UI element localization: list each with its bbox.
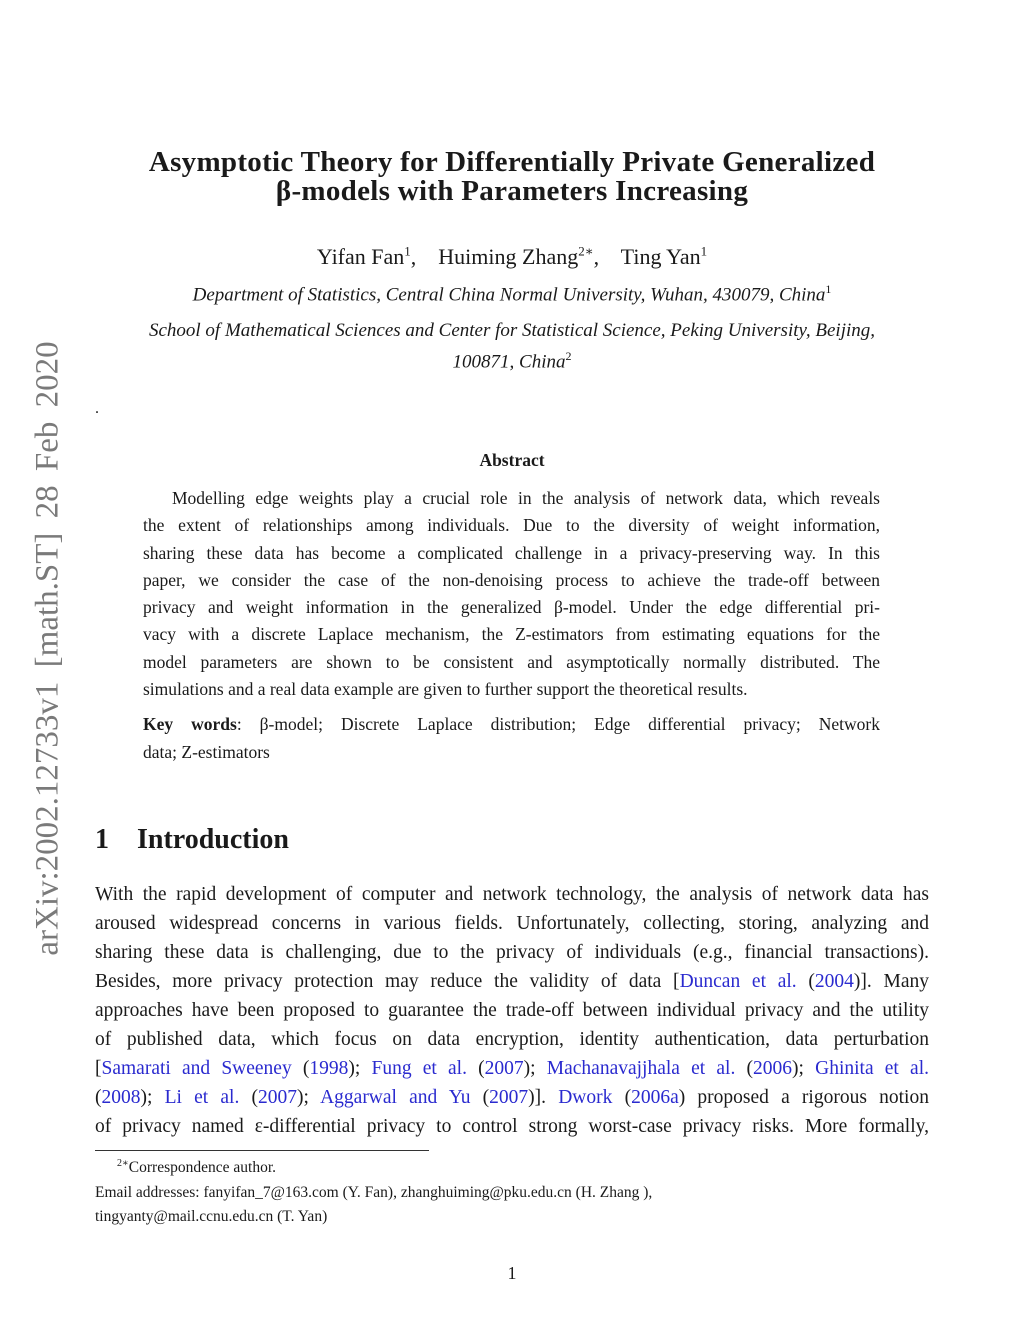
abstract-line: Modelling edge weights play a crucial role in the analysis of network data, which reveals xyxy=(172,488,880,508)
author-list: Yifan Fan$^1$, Huiming Zhang$^{2∗}$, Ting Yan$^1$ xyxy=(316,244,708,270)
intro-text: ) proposed a rigorous notion xyxy=(678,1087,929,1108)
intro-line xyxy=(95,967,929,996)
citation-link[interactable]: 2007 xyxy=(489,1087,529,1108)
arxiv-stamp: arXiv:2002.12733v1 [math.ST] 28 Feb 2020 xyxy=(29,341,66,956)
intro-line xyxy=(95,1083,929,1112)
citation-link[interactable]: 2007 xyxy=(484,1058,524,1079)
citation-link[interactable]: Aggarwal and Yu xyxy=(320,1087,471,1108)
citation-link[interactable]: Li et al. xyxy=(164,1087,240,1108)
citation-link[interactable]: Samarati and Sweeney xyxy=(101,1058,292,1079)
citation-link[interactable]: Duncan et al. xyxy=(679,971,797,992)
intro-text: ( xyxy=(735,1058,754,1079)
intro-text: ( xyxy=(470,1087,490,1108)
title-line: β-models with Parameters Increasing xyxy=(275,175,749,207)
abstract-line: simulations and a real data example are given to further support the theoretical results. xyxy=(143,679,748,700)
intro-text: of published data, which focus on data encryption, identity authentication, data perturbation xyxy=(95,1029,929,1050)
intro-text: With the rapid development of computer and network technology, the analysis of network data has xyxy=(95,884,929,905)
citation-link[interactable]: 2004 xyxy=(814,971,854,992)
intro-line xyxy=(95,996,929,1025)
citation-link[interactable]: 2006 xyxy=(753,1058,793,1079)
abstract-line: model parameters are shown to be consistent and asymptotically normally distributed. The xyxy=(143,651,880,672)
stray-dot: . xyxy=(95,400,99,417)
intro-text: aroused widespread concerns in various fields. Unfortunately, collecting, storing, analyzing and xyxy=(95,913,929,934)
section-heading: 1 Introduction xyxy=(95,824,289,855)
intro-line xyxy=(95,909,929,938)
author: Yifan Fan$^1$ xyxy=(316,244,411,270)
footnote-rule xyxy=(95,1150,429,1151)
abstract-heading: Abstract xyxy=(479,450,545,470)
intro-text: ( xyxy=(466,1058,485,1079)
abstract-line: privacy and weight information in the generalized β-model. Under the edge differential pri- xyxy=(143,597,880,618)
intro-text: approaches have been proposed to guarantee the trade-off between individual privacy and the utility xyxy=(95,1000,929,1021)
intro-text: ( xyxy=(239,1087,259,1108)
email-addresses: Email addresses: fanyifan_7@163.com (Y. Fan), zhanghuiming@pku.edu.cn (H. Zhang ), xyxy=(95,1183,653,1201)
intro-text: Besides, more privacy protection may reduce the validity of data [ xyxy=(95,971,680,992)
intro-text: ( xyxy=(95,1087,102,1108)
citation-link[interactable]: Dwork xyxy=(558,1087,613,1108)
affiliation-1: Department of Statistics, Central China Normal University, Wuhan, 430079, China$^1$ xyxy=(192,282,832,306)
intro-text: ); xyxy=(348,1058,372,1079)
author: Huiming Zhang$^{2∗}$ xyxy=(438,244,594,270)
intro-line xyxy=(95,880,929,909)
citation-link[interactable]: Fung et al. xyxy=(371,1058,467,1079)
intro-line xyxy=(95,1025,929,1054)
abstract-line: sharing these data has become a complicated challenge in a privacy-preserving way. In this xyxy=(143,542,880,563)
title-line: Asymptotic Theory for Differentially Private Generalized xyxy=(148,146,876,178)
keywords-cont: data; Z-estimators xyxy=(143,741,270,762)
abstract-line: paper, we consider the case of the non-denoising process to achieve the trade-off between xyxy=(143,569,880,590)
intro-text: ); xyxy=(140,1087,165,1108)
intro-line xyxy=(95,938,929,967)
intro-text: ); xyxy=(523,1058,547,1079)
paper-title xyxy=(0,148,1024,206)
affiliation-2-cont: 100871, China$^2$ xyxy=(452,349,572,373)
intro-text: ); xyxy=(792,1058,816,1079)
abstract-line: the extent of relationships among individuals. Due to the diversity of weight information, xyxy=(143,515,880,536)
abstract-body xyxy=(143,485,880,766)
intro-text: ( xyxy=(796,971,815,992)
abstract-line: vacy with a discrete Laplace mechanism, the Z-estimators from estimating equations for the xyxy=(143,624,880,645)
citation-link[interactable]: Ghinita et al. xyxy=(815,1058,929,1079)
intro-text: [ xyxy=(95,1058,102,1079)
intro-text: )]. Many xyxy=(853,971,930,992)
intro-line xyxy=(95,1112,929,1141)
intro-text: ( xyxy=(612,1087,632,1108)
citation-link[interactable]: Machanavajjhala et al. xyxy=(546,1058,736,1079)
footnote: $^{2∗}$Correspondence author. Email addresses: fanyifan_7@163.com (Y. Fan), zhanghuiming@pku.edu.cn (H. Zhang ), tingyanty@mail.ccnu.edu.cn (T. Yan) xyxy=(95,1152,652,1230)
email-addresses-cont: tingyanty@mail.ccnu.edu.cn (T. Yan) xyxy=(95,1208,328,1226)
citation-link[interactable]: 1998 xyxy=(309,1058,349,1079)
citation-link[interactable]: 2006a xyxy=(631,1087,679,1108)
intro-text: )]. xyxy=(528,1087,559,1108)
intro-text: sharing these data is challenging, due to the privacy of individuals (e.g., financial transactions). xyxy=(95,942,929,963)
introduction-body xyxy=(95,880,929,1141)
keywords: Key words: β-model; Discrete Laplace distribution; Edge differential privacy; Network xyxy=(143,714,881,735)
intro-text: of privacy named ε-differential privacy to control strong worst-case privacy risks. More formally, xyxy=(95,1116,929,1137)
intro-text: ); xyxy=(297,1087,321,1108)
author: Ting Yan$^1$ xyxy=(620,244,708,270)
citation-link[interactable]: 2007 xyxy=(258,1087,298,1108)
intro-line xyxy=(95,1054,929,1083)
intro-text: ( xyxy=(291,1058,310,1079)
citation-link[interactable]: 2008 xyxy=(101,1087,141,1108)
page-number: 1 xyxy=(507,1263,517,1283)
affiliation-2: School of Mathematical Sciences and Center for Statistical Science, Peking University, Beijing, xyxy=(148,320,876,341)
